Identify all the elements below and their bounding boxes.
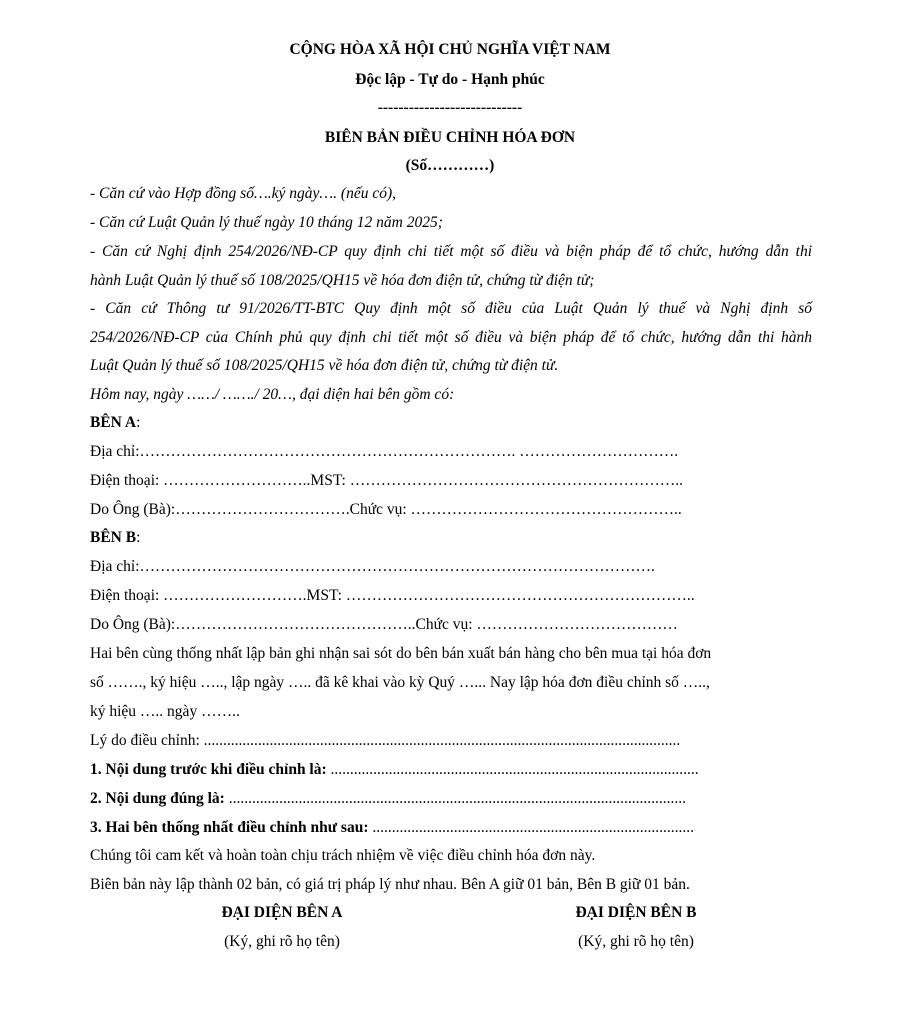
motto: Độc lập - Tự do - Hạnh phúc — [355, 71, 545, 88]
party-b-signature-title: ĐẠI DIỆN BÊN B — [575, 904, 697, 921]
item-dots: ................................................................................... — [368, 819, 694, 836]
party-a-address: Địa chỉ:………………………………………………………………. …………………………. — [90, 443, 679, 460]
basis-line: - Căn cứ Thông tư 91/2026/TT-BTC Quy định một số điều của Luật Quản lý thuế và Nghị định số — [90, 300, 812, 317]
meeting-date-line: Hôm nay, ngày ……/ ……./ 20…, đại diện hai bên gồm có: — [90, 386, 455, 403]
party-b-phone-tax: Điện thoại: ……………………….MST: ………………………………………………………….. — [90, 587, 695, 604]
party-a-heading: BÊN A: — [90, 414, 141, 431]
basis-line: - Căn cứ vào Hợp đồng số….ký ngày…. (nếu có), — [90, 185, 396, 202]
content-adjust-line — [90, 818, 742, 838]
item-dots: ...................................................................................................................... — [224, 790, 686, 807]
basis-line: 254/2026/NĐ-CP của Chính phủ quy định chi tiết một số điều và biện pháp để tổ chức, hướng dẫn thi hành — [90, 329, 812, 346]
item-label: 3. Hai bên thống nhất điều chỉnh như sau: — [90, 819, 369, 836]
divider: ---------------------------- — [377, 99, 523, 116]
party-a-signature-title: ĐẠI DIỆN BÊN A — [221, 904, 343, 921]
basis-line: hành Luật Quản lý thuế số 108/2025/QH15 về hóa đơn điện tử, chứng từ điện tử; — [90, 272, 595, 289]
content-before-line — [90, 760, 742, 780]
agreement-line: số ……., ký hiệu ….., lập ngày ….. đã kê khai vào kỳ Quý …... Nay lập hóa đơn điều chỉnh số ….., — [90, 674, 710, 691]
party-a-signature-note: (Ký, ghi rõ họ tên) — [224, 933, 340, 950]
basis-line: Luật Quản lý thuế số 108/2025/QH15 về hóa đơn điện tử, chứng từ điện tử. — [90, 357, 559, 374]
party-b-label: BÊN B — [90, 529, 137, 546]
commitment-line: Chúng tôi cam kết và hoàn toàn chịu trách nhiệm về việc điều chỉnh hóa đơn này. — [90, 847, 596, 864]
content-correct-line — [90, 789, 742, 809]
item-label: 2. Nội dung đúng là: — [90, 790, 225, 807]
agreement-line: Hai bên cùng thống nhất lập bản ghi nhận sai sót do bên bán xuất bán hàng cho bên mua tại hóa đơn — [90, 645, 712, 662]
party-b-signature-note: (Ký, ghi rõ họ tên) — [578, 933, 694, 950]
agreement-line: ký hiệu ….. ngày …….. — [90, 703, 240, 720]
item-dots: ............................................................................................... — [326, 761, 699, 778]
party-a-phone-tax: Điện thoại: ………………………..MST: ……………………………………………………….. — [90, 472, 683, 489]
document-title: BIÊN BẢN ĐIỀU CHỈNH HÓA ĐƠN — [324, 129, 576, 146]
party-a-representative: Do Ông (Bà):…………………………….Chức vụ: …………………………………………….. — [90, 501, 682, 518]
party-a-label: BÊN A — [90, 414, 137, 431]
party-b-representative: Do Ông (Bà):………………………………………..Chức vụ: ………………………………… — [90, 616, 678, 633]
item-label: 1. Nội dung trước khi điều chỉnh là: — [90, 761, 327, 778]
country-heading: CỘNG HÒA XÃ HỘI CHỦ NGHĨA VIỆT NAM — [289, 41, 611, 58]
basis-line: - Căn cứ Luật Quản lý thuế ngày 10 tháng 12 năm 2025; — [90, 214, 443, 231]
copies-line: Biên bản này lập thành 02 bản, có giá trị pháp lý như nhau. Bên A giữ 01 bản, Bên B giữ 01 bản. — [90, 876, 690, 893]
reason-line: Lý do điều chỉnh: ........................................................................................................................... — [90, 732, 681, 749]
document-number: (Số…………) — [405, 157, 495, 174]
basis-line: - Căn cứ Nghị định 254/2026/NĐ-CP quy định chi tiết một số điều và biện pháp để tổ chức, hướng dẫn thi — [90, 243, 812, 260]
party-b-heading: BÊN B: — [90, 529, 141, 546]
party-b-address: Địa chỉ:………………………………………………………………………………………. — [90, 558, 655, 575]
